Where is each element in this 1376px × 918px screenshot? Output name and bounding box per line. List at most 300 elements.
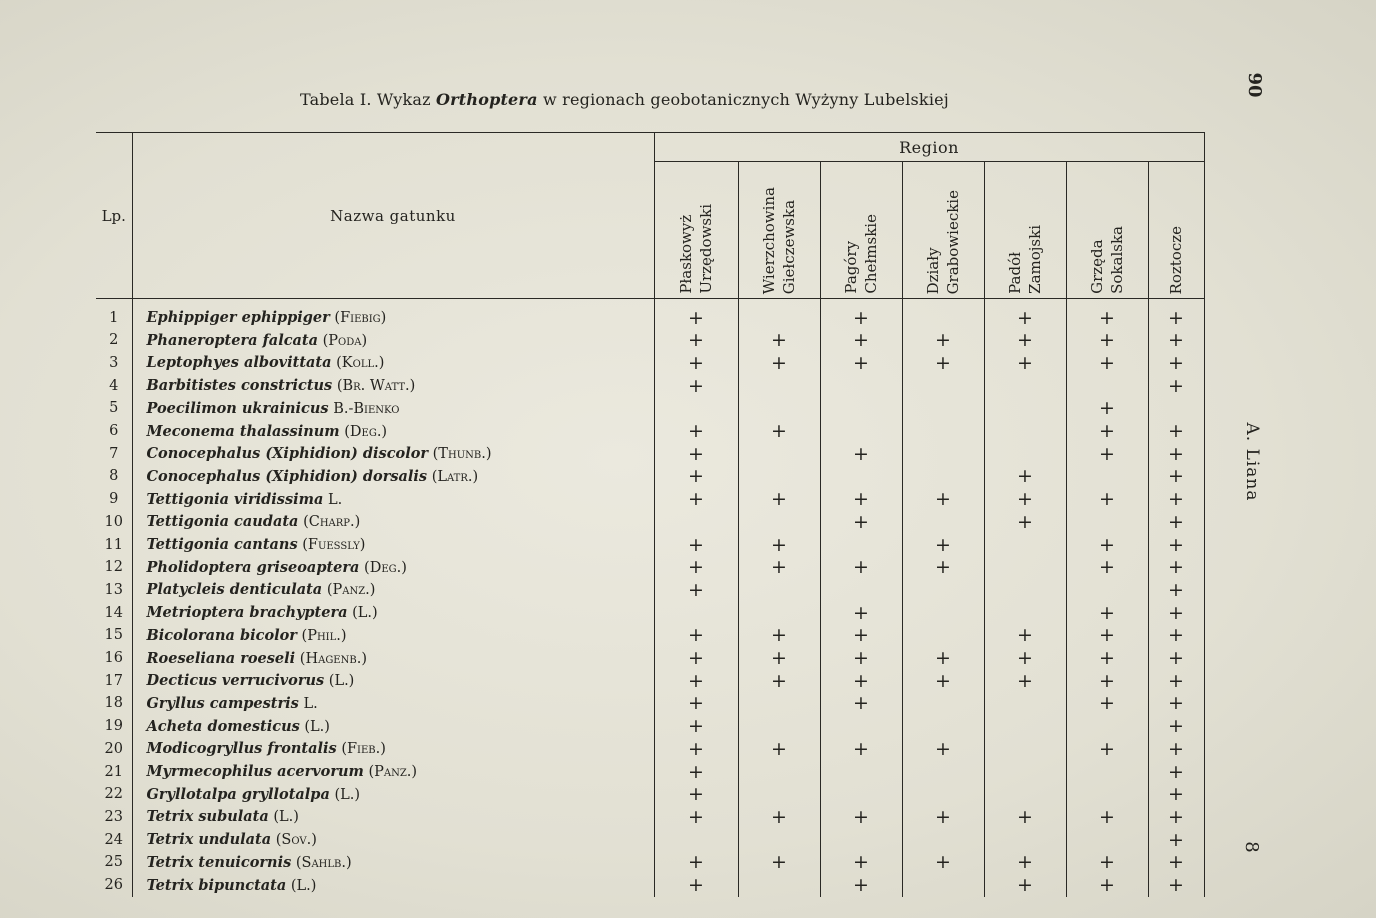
presence-mark: + <box>1168 601 1184 624</box>
presence-cell <box>984 443 1066 466</box>
presence-cell <box>1148 375 1204 398</box>
presence-cell <box>902 511 984 534</box>
species-latin-name: Conocephalus (Xiphidion) dorsalis <box>146 467 428 485</box>
species-name <box>132 398 654 421</box>
species-latin-name: Leptophyes albovittata <box>146 354 332 372</box>
row-number: 26 <box>96 875 132 898</box>
region-header: Region <box>654 133 1204 162</box>
presence-cell <box>1066 693 1148 716</box>
presence-cell <box>1066 489 1148 512</box>
presence-cell <box>738 534 820 557</box>
presence-cell <box>984 421 1066 444</box>
presence-cell <box>654 466 738 489</box>
species-author: (Deg.) <box>364 559 407 576</box>
presence-mark: + <box>1099 737 1115 760</box>
species-latin-name: Platycleis denticulata <box>146 581 323 599</box>
presence-mark: + <box>688 760 704 783</box>
presence-mark: + <box>1168 306 1184 329</box>
presence-mark: + <box>688 851 704 874</box>
presence-mark: + <box>1099 442 1115 465</box>
region-label: Padół Zamojski <box>1006 225 1044 294</box>
presence-mark: + <box>935 851 951 874</box>
presence-cell <box>1148 579 1204 602</box>
region-column-header <box>654 162 738 299</box>
presence-cell <box>738 579 820 602</box>
presence-cell <box>1066 602 1148 625</box>
presence-mark: + <box>1099 306 1115 329</box>
table-row <box>96 398 1204 421</box>
presence-cell <box>902 534 984 557</box>
presence-cell <box>1066 648 1148 671</box>
table-row <box>96 784 1204 807</box>
presence-mark: + <box>688 306 704 329</box>
row-number: 6 <box>96 421 132 444</box>
presence-cell <box>820 299 902 330</box>
species-author: (Fiebig) <box>334 310 387 326</box>
row-number: 15 <box>96 625 132 648</box>
presence-mark: + <box>688 874 704 897</box>
table-title-prefix: Tabela I. Wykaz <box>300 90 431 109</box>
species-table <box>96 132 1205 897</box>
presence-mark: + <box>1017 510 1033 533</box>
presence-cell <box>1148 489 1204 512</box>
species-author: (Sov.) <box>275 832 317 849</box>
presence-cell <box>1066 761 1148 784</box>
presence-cell <box>902 875 984 898</box>
species-latin-name: Bicolorana bicolor <box>146 626 297 644</box>
region-column-header <box>738 162 820 299</box>
presence-mark: + <box>935 351 951 374</box>
species-latin-name: Gryllotalpa gryllotalpa <box>146 785 330 803</box>
presence-mark: + <box>935 737 951 760</box>
presence-cell <box>820 670 902 693</box>
presence-mark: + <box>688 465 704 488</box>
species-author: (L.) <box>290 877 317 894</box>
species-name <box>132 625 654 648</box>
presence-cell <box>1148 299 1204 330</box>
presence-mark: + <box>771 556 787 579</box>
row-number: 8 <box>96 466 132 489</box>
species-author: (L.) <box>334 786 361 803</box>
presence-cell <box>1066 398 1148 421</box>
presence-mark: + <box>1017 329 1033 352</box>
presence-cell <box>1066 579 1148 602</box>
presence-cell <box>654 299 738 330</box>
presence-cell <box>820 875 902 898</box>
region-column-header <box>1148 162 1204 299</box>
species-author: (Panz.) <box>368 764 418 781</box>
species-author: (Deg.) <box>344 423 388 440</box>
presence-cell <box>738 829 820 852</box>
presence-cell <box>984 534 1066 557</box>
presence-mark: + <box>1017 306 1033 329</box>
presence-mark: + <box>688 578 704 601</box>
presence-mark: + <box>1017 874 1033 897</box>
species-latin-name: Tetrix tenuicornis <box>146 853 292 871</box>
presence-cell <box>984 330 1066 353</box>
presence-cell <box>654 625 738 648</box>
species-name <box>132 852 654 875</box>
species-name <box>132 875 654 898</box>
species-author: (Panz.) <box>326 582 376 599</box>
presence-mark: + <box>1099 874 1115 897</box>
presence-mark: + <box>853 624 869 647</box>
table-row <box>96 443 1204 466</box>
region-label: Płaskowyż Urzędowski <box>677 204 715 294</box>
presence-cell <box>984 829 1066 852</box>
species-name <box>132 829 654 852</box>
presence-mark: + <box>1017 851 1033 874</box>
presence-mark: + <box>1168 737 1184 760</box>
presence-cell <box>738 375 820 398</box>
presence-mark: + <box>1099 533 1115 556</box>
presence-mark: + <box>771 851 787 874</box>
species-name <box>132 534 654 557</box>
species-author: (L.) <box>328 673 355 690</box>
presence-mark: + <box>935 556 951 579</box>
presence-cell <box>902 421 984 444</box>
running-head-author: A. Liana <box>1242 422 1262 502</box>
presence-cell <box>1148 829 1204 852</box>
table-row <box>96 299 1204 330</box>
table-row <box>96 806 1204 829</box>
presence-mark: + <box>853 306 869 329</box>
species-name <box>132 511 654 534</box>
row-number: 19 <box>96 716 132 739</box>
presence-cell <box>654 352 738 375</box>
presence-cell <box>1066 352 1148 375</box>
presence-mark: + <box>1099 556 1115 579</box>
table-row <box>96 716 1204 739</box>
presence-mark: + <box>1168 351 1184 374</box>
presence-cell <box>1148 761 1204 784</box>
presence-cell <box>654 489 738 512</box>
presence-cell <box>738 806 820 829</box>
presence-cell <box>820 352 902 375</box>
row-number: 25 <box>96 852 132 875</box>
presence-mark: + <box>1099 692 1115 715</box>
presence-mark: + <box>688 420 704 443</box>
presence-mark: + <box>853 351 869 374</box>
presence-cell <box>1148 716 1204 739</box>
species-author: (L.) <box>304 718 330 735</box>
table-title-taxon: Orthoptera <box>436 90 538 109</box>
table-row <box>96 375 1204 398</box>
presence-cell <box>1148 875 1204 898</box>
presence-mark: + <box>688 374 704 397</box>
presence-cell <box>820 489 902 512</box>
presence-cell <box>984 299 1066 330</box>
presence-cell <box>738 648 820 671</box>
presence-cell <box>738 875 820 898</box>
presence-mark: + <box>688 783 704 806</box>
presence-cell <box>984 738 1066 761</box>
table-row <box>96 534 1204 557</box>
presence-mark: + <box>1168 851 1184 874</box>
page-number: 90 <box>1244 72 1265 98</box>
presence-cell <box>820 557 902 580</box>
presence-mark: + <box>1099 329 1115 352</box>
presence-cell <box>902 761 984 784</box>
presence-cell <box>1066 466 1148 489</box>
presence-cell <box>984 648 1066 671</box>
presence-cell <box>820 534 902 557</box>
presence-cell <box>984 557 1066 580</box>
presence-mark: + <box>1017 624 1033 647</box>
presence-cell <box>654 784 738 807</box>
presence-mark: + <box>771 420 787 443</box>
presence-cell <box>738 761 820 784</box>
presence-mark: + <box>1017 647 1033 670</box>
presence-cell <box>820 693 902 716</box>
presence-mark: + <box>688 488 704 511</box>
presence-cell <box>902 557 984 580</box>
species-author: (L.) <box>273 809 299 826</box>
species-latin-name: Myrmecophilus acervorum <box>146 763 364 781</box>
species-name <box>132 806 654 829</box>
presence-cell <box>1148 557 1204 580</box>
presence-cell <box>654 534 738 557</box>
row-number: 20 <box>96 738 132 761</box>
presence-cell <box>984 784 1066 807</box>
presence-cell <box>902 648 984 671</box>
presence-mark: + <box>1099 669 1115 692</box>
presence-cell <box>1066 852 1148 875</box>
presence-mark: + <box>688 737 704 760</box>
region-label: Działy Grabowieckie <box>924 189 962 294</box>
presence-cell <box>984 352 1066 375</box>
table-row <box>96 489 1204 512</box>
presence-cell <box>820 375 902 398</box>
presence-mark: + <box>688 715 704 738</box>
table-row <box>96 670 1204 693</box>
species-author: (Br. Watt.) <box>336 378 416 395</box>
presence-cell <box>902 829 984 852</box>
presence-cell <box>820 829 902 852</box>
presence-mark: + <box>935 488 951 511</box>
species-name <box>132 466 654 489</box>
species-author: (Fuessly) <box>302 537 366 554</box>
species-name <box>132 648 654 671</box>
presence-mark: + <box>1099 601 1115 624</box>
presence-cell <box>738 784 820 807</box>
presence-mark: + <box>1099 805 1115 828</box>
presence-cell <box>902 852 984 875</box>
presence-mark: + <box>771 805 787 828</box>
presence-mark: + <box>853 692 869 715</box>
presence-mark: + <box>771 488 787 511</box>
species-latin-name: Ephippiger ephippiger <box>146 309 330 326</box>
table-title-suffix: w regionach geobotanicznych Wyżyny Lubelskiej <box>542 90 949 109</box>
row-number: 4 <box>96 375 132 398</box>
presence-mark: + <box>1099 488 1115 511</box>
presence-cell <box>902 806 984 829</box>
species-author: (Sahlb.) <box>295 854 352 871</box>
table-row <box>96 648 1204 671</box>
species-author: (Latr.) <box>431 468 479 485</box>
presence-mark: + <box>1168 329 1184 352</box>
presence-mark: + <box>853 669 869 692</box>
presence-cell <box>1066 806 1148 829</box>
presence-mark: + <box>1017 351 1033 374</box>
presence-mark: + <box>853 510 869 533</box>
table-row <box>96 761 1204 784</box>
species-author: (L.) <box>352 605 378 622</box>
species-name-header: Nazwa gatunku <box>132 133 654 299</box>
presence-mark: + <box>1168 715 1184 738</box>
presence-mark: + <box>688 692 704 715</box>
row-number: 10 <box>96 511 132 534</box>
presence-mark: + <box>688 647 704 670</box>
species-latin-name: Tetrix undulata <box>146 831 272 849</box>
presence-mark: + <box>1168 647 1184 670</box>
presence-mark: + <box>771 351 787 374</box>
species-latin-name: Tetrix subulata <box>146 808 269 826</box>
presence-mark: + <box>853 556 869 579</box>
species-author: (Charp.) <box>303 514 361 531</box>
presence-mark: + <box>853 805 869 828</box>
species-latin-name: Pholidoptera griseoaptera <box>146 558 360 576</box>
presence-mark: + <box>853 329 869 352</box>
presence-mark: + <box>1168 533 1184 556</box>
presence-cell <box>738 693 820 716</box>
presence-mark: + <box>688 556 704 579</box>
presence-mark: + <box>688 329 704 352</box>
species-author: (Koll.) <box>336 355 385 372</box>
species-name <box>132 693 654 716</box>
presence-mark: + <box>853 874 869 897</box>
presence-mark: + <box>1168 760 1184 783</box>
presence-cell <box>654 875 738 898</box>
species-author: (Hagenb.) <box>299 650 367 667</box>
lp-header: Lp. <box>96 133 132 299</box>
presence-cell <box>820 443 902 466</box>
presence-cell <box>654 852 738 875</box>
row-number: 14 <box>96 602 132 625</box>
presence-mark: + <box>771 737 787 760</box>
table-row <box>96 511 1204 534</box>
region-column-header <box>984 162 1066 299</box>
presence-cell <box>1066 784 1148 807</box>
presence-mark: + <box>853 737 869 760</box>
presence-cell <box>1148 806 1204 829</box>
presence-cell <box>902 784 984 807</box>
presence-mark: + <box>1168 578 1184 601</box>
presence-cell <box>654 511 738 534</box>
species-name <box>132 738 654 761</box>
presence-mark: + <box>1168 828 1184 851</box>
presence-cell <box>820 625 902 648</box>
presence-cell <box>738 738 820 761</box>
region-column-header <box>902 162 984 299</box>
table-row <box>96 738 1204 761</box>
presence-mark: + <box>1099 397 1115 420</box>
presence-cell <box>1066 875 1148 898</box>
presence-cell <box>1066 625 1148 648</box>
presence-mark: + <box>1099 624 1115 647</box>
presence-cell <box>984 398 1066 421</box>
species-name <box>132 670 654 693</box>
species-name <box>132 352 654 375</box>
presence-cell <box>1148 738 1204 761</box>
presence-mark: + <box>1099 351 1115 374</box>
species-latin-name: Tettigonia caudata <box>146 513 299 531</box>
presence-cell <box>738 557 820 580</box>
species-author: (Fieb.) <box>341 741 386 758</box>
presence-mark: + <box>935 329 951 352</box>
presence-cell <box>738 466 820 489</box>
presence-cell <box>1148 534 1204 557</box>
table-row <box>96 875 1204 898</box>
presence-cell <box>738 716 820 739</box>
presence-cell <box>902 330 984 353</box>
presence-mark: + <box>1168 442 1184 465</box>
species-latin-name: Decticus verrucivorus <box>146 672 325 690</box>
presence-cell <box>902 602 984 625</box>
presence-mark: + <box>771 533 787 556</box>
presence-cell <box>820 330 902 353</box>
species-author: (Thunb.) <box>432 446 492 463</box>
presence-cell <box>902 693 984 716</box>
presence-mark: + <box>935 805 951 828</box>
presence-cell <box>902 625 984 648</box>
species-name <box>132 299 654 330</box>
presence-cell <box>820 602 902 625</box>
presence-cell <box>820 716 902 739</box>
species-name <box>132 489 654 512</box>
presence-cell <box>738 489 820 512</box>
presence-mark: + <box>853 647 869 670</box>
table-row <box>96 693 1204 716</box>
presence-cell <box>654 443 738 466</box>
presence-cell <box>984 716 1066 739</box>
presence-mark: + <box>1168 556 1184 579</box>
presence-cell <box>1148 398 1204 421</box>
presence-cell <box>738 670 820 693</box>
presence-cell <box>738 511 820 534</box>
presence-cell <box>1066 511 1148 534</box>
presence-cell <box>984 602 1066 625</box>
presence-mark: + <box>1099 647 1115 670</box>
presence-cell <box>984 875 1066 898</box>
region-column-header <box>1066 162 1148 299</box>
species-latin-name: Roeseliana roeseli <box>146 649 296 667</box>
row-number: 13 <box>96 579 132 602</box>
presence-cell <box>654 330 738 353</box>
presence-cell <box>1148 466 1204 489</box>
presence-cell <box>1066 557 1148 580</box>
presence-cell <box>738 625 820 648</box>
presence-cell <box>1148 625 1204 648</box>
presence-cell <box>820 806 902 829</box>
presence-mark: + <box>853 851 869 874</box>
presence-mark: + <box>688 805 704 828</box>
row-number: 1 <box>96 299 132 330</box>
presence-mark: + <box>1168 669 1184 692</box>
presence-cell <box>984 579 1066 602</box>
species-author: (Phil.) <box>301 627 347 644</box>
presence-cell <box>654 602 738 625</box>
presence-cell <box>820 738 902 761</box>
species-name <box>132 557 654 580</box>
presence-cell <box>1148 443 1204 466</box>
presence-cell <box>1066 738 1148 761</box>
species-name <box>132 716 654 739</box>
presence-cell <box>820 511 902 534</box>
row-number: 12 <box>96 557 132 580</box>
presence-mark: + <box>1099 420 1115 443</box>
table-row <box>96 352 1204 375</box>
